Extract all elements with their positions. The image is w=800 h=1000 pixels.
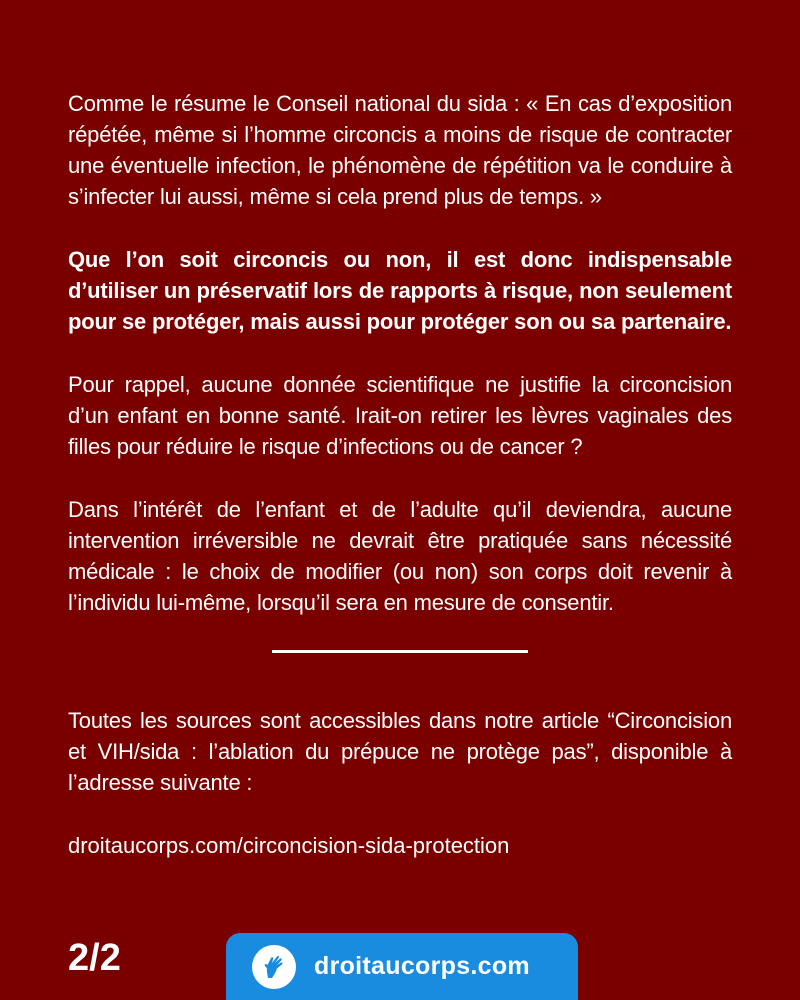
- brand-badge: [226, 933, 578, 1000]
- page-number: 2/2: [68, 937, 121, 979]
- conclusion-paragraph: Dans l’intérêt de l’enfant et de l’adulte qu’il deviendra, aucune intervention irréversible ne devrait être pratiquée sans nécessité médicale : le choix de modifier (ou non) son corps doit revenir à l’individu lui-même, lorsqu’il sera en mesure de consentir.: [68, 497, 732, 615]
- article-url: droitaucorps.com/circoncision-sida-protection: [68, 833, 510, 858]
- hand-logo-icon: [252, 945, 296, 989]
- section-divider: [272, 650, 528, 653]
- brand-name: droitaucorps.com: [314, 952, 530, 980]
- key-message-paragraph: Que l’on soit circoncis ou non, il est donc indispensable d’utiliser un préservatif lors de rapports à risque, non seulement pour se protéger, mais aussi pour protéger son ou sa partenaire.: [68, 247, 732, 334]
- sources-paragraph: Toutes les sources sont accessibles dans notre article “Circoncision et VIH/sida : l’ablation du prépuce ne protège pas”, disponible à l’adresse suivante :: [68, 708, 732, 795]
- quote-paragraph: Comme le résume le Conseil national du sida : « En cas d’exposition répétée, même si l’homme circoncis a moins de risque de contracter une éventuelle infection, le phénomène de répétition va le conduire à s’infecter lui aussi, même si cela prend plus de temps. »: [68, 91, 732, 209]
- article-content: [68, 88, 732, 861]
- reminder-paragraph: Pour rappel, aucune donnée scientifique ne justifie la circoncision d’un enfant en bonne santé. Irait-on retirer les lèvres vaginales des filles pour réduire le risque d’infections ou de cancer ?: [68, 372, 732, 459]
